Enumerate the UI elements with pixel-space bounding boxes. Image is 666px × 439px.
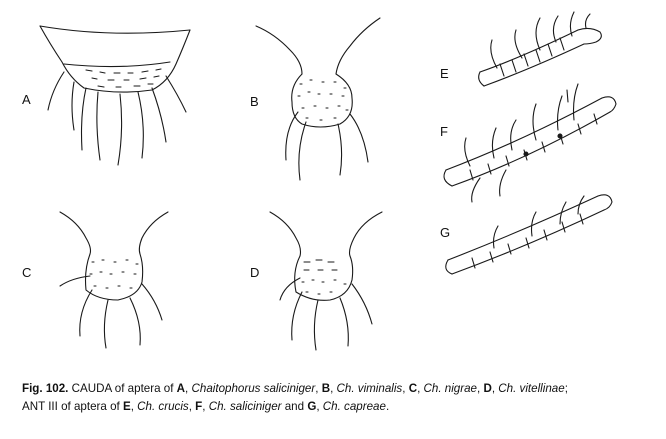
- caption-separator: ,: [491, 382, 499, 395]
- species-f: Ch. saliciniger: [208, 400, 282, 413]
- panel-label-e: E: [440, 66, 449, 81]
- cauda-drawing-d: [270, 212, 382, 350]
- cauda-drawing-c: [60, 212, 168, 348]
- panel-label-b: B: [250, 94, 259, 109]
- caption-letter-d: D: [483, 382, 492, 395]
- species-b: Ch. viminalis: [336, 382, 403, 395]
- caption-text: ANT III of aptera of: [22, 400, 123, 413]
- caption-separator: ,: [202, 400, 209, 413]
- caption-separator: ,: [185, 382, 192, 395]
- figure-caption: [22, 380, 652, 416]
- caption-separator: ,: [330, 382, 337, 395]
- species-d: Ch. vitellinae: [498, 382, 565, 395]
- panel-label-c: C: [22, 265, 32, 280]
- species-c: Ch. nigrae: [423, 382, 478, 395]
- species-g: Ch. capreae: [322, 400, 386, 413]
- antenna-drawing-f: [444, 84, 616, 202]
- caption-text: CAUDA of aptera of: [68, 382, 177, 395]
- panel-label-g: G: [440, 225, 451, 240]
- figure-number: Fig. 102.: [22, 382, 69, 395]
- caption-separator: ,: [315, 382, 322, 395]
- cauda-drawing-a: [40, 26, 190, 165]
- caption-letter-e: E: [122, 400, 131, 413]
- caption-separator: ,: [188, 400, 196, 413]
- caption-separator: ,: [402, 382, 409, 395]
- species-a: Chaitophorus saliciniger: [191, 382, 316, 395]
- caption-separator: ,: [417, 382, 424, 395]
- caption-letter-a: A: [176, 382, 186, 395]
- caption-separator: ,: [316, 400, 323, 413]
- caption-text: and: [281, 400, 308, 413]
- species-e: Ch. crucis: [137, 400, 189, 413]
- caption-separator: ,: [477, 382, 484, 395]
- cauda-drawing-b: [256, 18, 380, 180]
- panel-label-f: F: [440, 124, 448, 139]
- caption-letter-c: C: [408, 382, 418, 395]
- caption-separator: .: [385, 400, 390, 413]
- caption-separator: ;: [564, 382, 568, 395]
- antenna-drawing-g: [446, 195, 612, 274]
- caption-separator: ,: [130, 400, 138, 413]
- antenna-drawing-e: [479, 12, 602, 86]
- panel-label-a: A: [22, 92, 31, 107]
- caption-line-1: [22, 380, 652, 398]
- panel-label-d: D: [250, 265, 260, 280]
- caption-letter-f: F: [195, 400, 203, 413]
- caption-letter-b: B: [321, 382, 331, 395]
- caption-letter-g: G: [307, 400, 317, 413]
- caption-line-2: [22, 398, 652, 416]
